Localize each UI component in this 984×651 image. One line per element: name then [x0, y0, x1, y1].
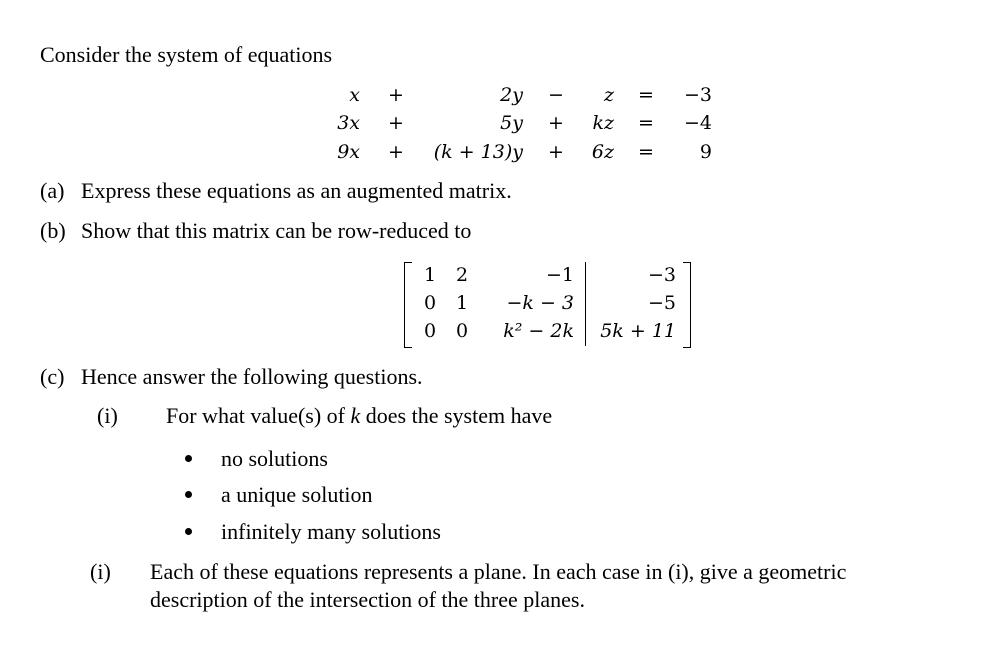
matrix-cell: 0	[423, 292, 437, 314]
matrix-cell: 1	[423, 264, 437, 286]
part-b-text: Show that this matrix can be row-reduced to	[81, 218, 472, 243]
bullet-item: infinitely many solutions	[221, 519, 441, 544]
bullet-icon	[185, 491, 192, 498]
bullet-icon	[185, 528, 192, 535]
eq-operator: +	[388, 141, 404, 163]
subquestion-2-label: (i)	[90, 559, 111, 584]
matrix-right-bracket	[683, 262, 691, 348]
eq-rhs: 9	[699, 141, 712, 163]
bullet-item: no solutions	[221, 446, 328, 471]
matrix-divider	[585, 262, 586, 346]
eq-term-x: 3x	[337, 112, 360, 134]
matrix-cell: k² − 2k	[503, 320, 574, 342]
eq-operator: +	[388, 84, 404, 106]
eq-operator: +	[548, 112, 564, 134]
eq-equals: =	[638, 112, 654, 134]
eq-term-x: 9x	[337, 141, 360, 163]
matrix-cell: −3	[647, 264, 676, 286]
eq-term-y: (k + 13)y	[433, 141, 523, 163]
matrix-cell: 0	[455, 320, 469, 342]
eq-term-z: 6z	[591, 141, 614, 163]
eq-term-z: z	[603, 84, 614, 106]
eq-equals: =	[638, 141, 654, 163]
bullet-icon	[185, 455, 192, 462]
subquestion-1-text-after: does the system have	[360, 403, 553, 428]
matrix-cell: 1	[455, 292, 469, 314]
eq-equals: =	[638, 84, 654, 106]
eq-term-x: x	[349, 84, 360, 106]
part-a-text: Express these equations as an augmented matrix.	[81, 178, 512, 203]
eq-term-y: 5y	[500, 112, 523, 134]
subquestion-2-line-2: description of the intersection of the three planes.	[150, 587, 585, 612]
eq-rhs: −3	[683, 84, 712, 106]
matrix-cell: −1	[545, 264, 574, 286]
eq-rhs: −4	[683, 112, 712, 134]
matrix-cell: 0	[423, 320, 437, 342]
matrix-cell: −k − 3	[506, 292, 574, 314]
subquestion-1-text	[166, 405, 552, 427]
matrix-cell: 5k + 11	[600, 320, 676, 342]
subquestion-2-line-1: Each of these equations represents a plane. In each case in (i), give a geometric	[150, 559, 847, 584]
intro-text: Consider the system of equations	[40, 42, 333, 67]
eq-term-y: 2y	[500, 84, 523, 106]
matrix-left-bracket	[404, 262, 412, 348]
part-b-label: (b)	[40, 218, 66, 243]
subquestion-1-label: (i)	[97, 403, 118, 428]
bullet-item: a unique solution	[221, 482, 373, 507]
subquestion-1-text-before: For what value(s) of	[166, 403, 351, 428]
eq-term-z: kz	[592, 112, 614, 134]
eq-operator: +	[388, 112, 404, 134]
matrix-cell: −5	[647, 292, 676, 314]
variable-k: k	[350, 403, 361, 428]
part-a-label: (a)	[40, 178, 65, 203]
part-c-label: (c)	[40, 364, 65, 389]
part-c-text: Hence answer the following questions.	[81, 364, 423, 389]
matrix-cell: 2	[455, 264, 469, 286]
eq-operator: +	[548, 141, 564, 163]
eq-operator: −	[548, 84, 564, 106]
